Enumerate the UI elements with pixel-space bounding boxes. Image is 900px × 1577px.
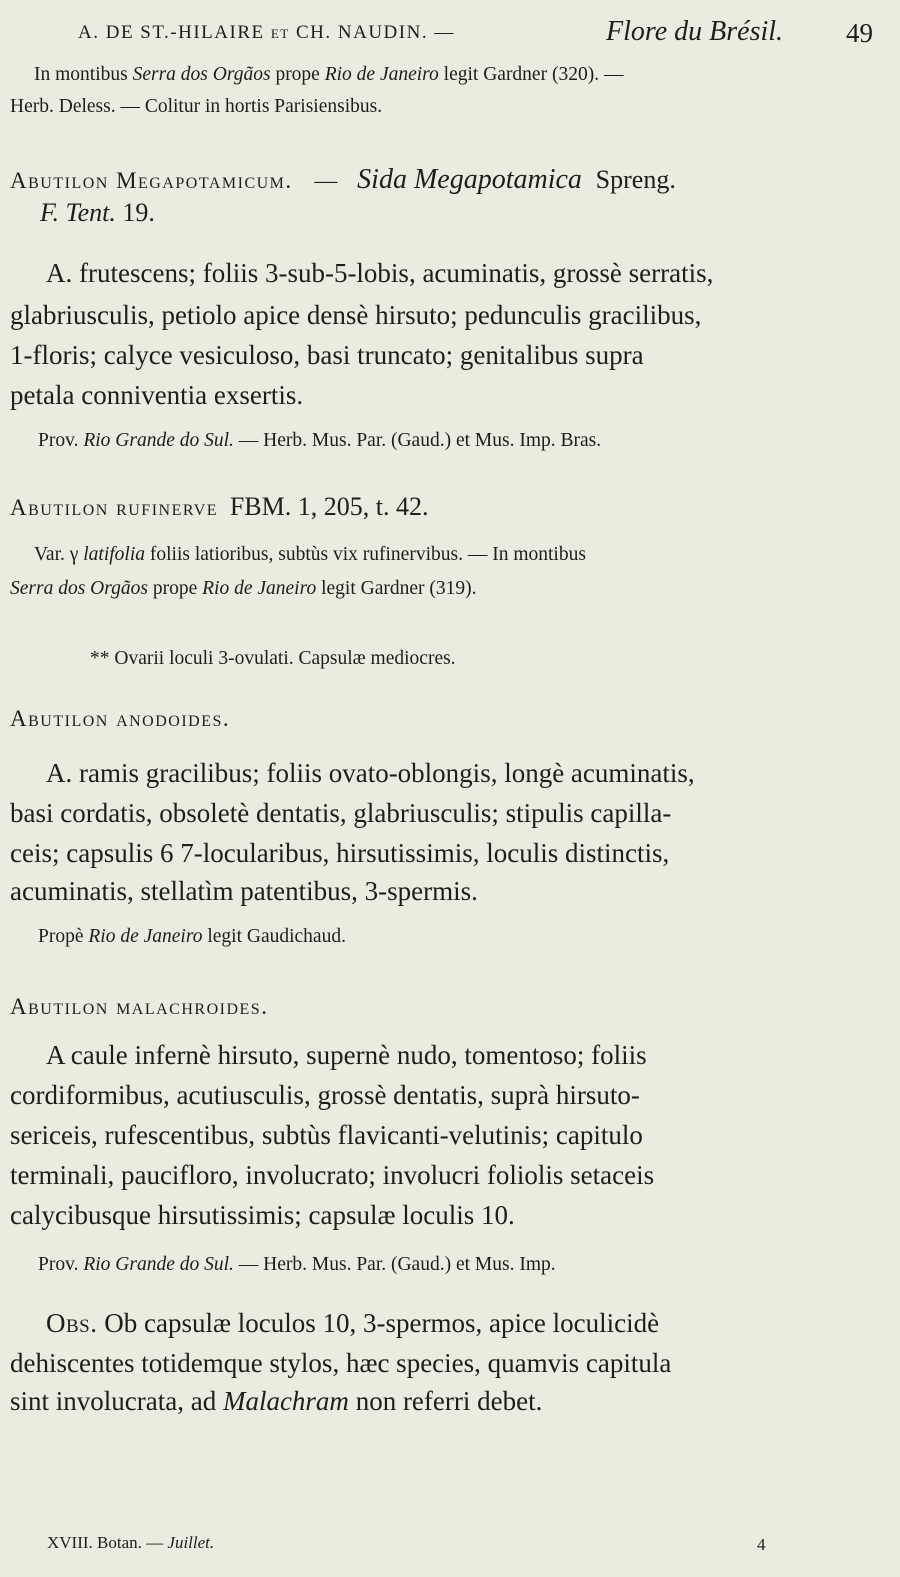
locality: Serra dos Orgãos [132, 64, 271, 85]
species-heading-megapotamicum [10, 164, 890, 196]
running-head: A. DE ST.-HILAIRE et CH. NAUDIN. — [78, 22, 455, 43]
description-line: 1-floris; calyce vesiculoso, basi truncato; genitalibus supra [10, 340, 644, 370]
observation-text: non referri debet. [348, 1386, 543, 1416]
journal-title: Flore du Brésil. [606, 16, 784, 47]
observation-line [46, 1308, 659, 1339]
description-line: petala conniventia exsertis. [10, 380, 304, 410]
locality: Serra dos Orgãos [10, 578, 148, 599]
habitat-text: — Herb. Mus. Par. (Gaud.) et Mus. Imp. Bras. [233, 430, 602, 451]
locality: Rio Grande do Sul. [83, 430, 234, 451]
synonym-author: Spreng. [595, 165, 676, 194]
species-name: Abutilon malachroides. [10, 994, 269, 1019]
species-name: Abutilon Megapotamicum. [10, 168, 293, 193]
intro-text: In montibus [34, 64, 133, 85]
variety-text: legit Gardner (319). [316, 578, 477, 599]
description-line: sericeis, rufescentibus, subtùs flavicanti-velutinis; capitulo [10, 1120, 643, 1150]
variety-line-2 [10, 578, 476, 600]
variety-text: foliis latioribus, subtùs vix rufinervibus. — In montibus [145, 544, 586, 565]
locality: Rio de Janeiro [202, 578, 317, 599]
section-heading: ** Ovarii loculi 3-ovulati. Capsulæ mediocres. [90, 648, 456, 669]
description-line: cordiformibus, acutiusculis, grossè dentatis, suprà hirsuto- [10, 1080, 640, 1110]
observation-line [10, 1386, 542, 1417]
species-heading-anodoides [10, 706, 230, 732]
habitat-text: Propè [38, 926, 89, 947]
species-heading-malachroides [10, 994, 268, 1020]
description-line: glabriusculis, petiolo apice densè hirsuto; pedunculis gracilibus, [10, 300, 702, 330]
habitat-text: Prov. [38, 430, 84, 451]
intro-line-2: Herb. Deless. — Colitur in hortis Parisiensibus. [10, 96, 383, 117]
synonym: Sida Megapotamica [357, 164, 582, 195]
species-heading-rufinerve [10, 492, 428, 522]
habitat-line [38, 1254, 556, 1276]
observation-text: sint involucrata, ad [10, 1386, 223, 1416]
variety-text: prope [147, 578, 203, 599]
description-line: A caule infernè hirsuto, supernè nudo, tomentoso; foliis [46, 1040, 647, 1070]
observation-text: Ob capsulæ loculos 10, 3-spermos, apice loculicidè [97, 1308, 660, 1338]
sheet-number: 4 [757, 1535, 766, 1554]
signature-month: Juillet. [167, 1533, 215, 1552]
habitat-line [38, 926, 346, 948]
intro-text: legit Gardner (320). — [438, 64, 624, 85]
species-reference: FBM. 1, 205, t. 42. [229, 492, 429, 521]
description-line: A. frutescens; foliis 3-sub-5-lobis, acuminatis, grossè serratis, [46, 258, 714, 288]
locality: Rio Grande do Sul. [83, 1254, 234, 1275]
observation-label: Obs. [46, 1308, 98, 1338]
reference-page: 19. [122, 198, 155, 227]
locality: Rio de Janeiro [88, 926, 203, 947]
genus-name: Malachram [222, 1386, 349, 1416]
variety-line-1 [34, 544, 586, 566]
habitat-text: legit Gaudichaud. [202, 926, 346, 947]
locality: Rio de Janeiro [324, 64, 439, 85]
dash: — [314, 168, 338, 193]
description-line: ceis; capsulis 6 7-locularibus, hirsutissimis, loculis distinctis, [10, 838, 670, 868]
description-line: calycibusque hirsutissimis; capsulæ loculis 10. [10, 1200, 515, 1230]
page-header [78, 16, 890, 56]
variety-text: Var. γ [34, 544, 84, 565]
habitat-line [38, 430, 601, 452]
species-reference [40, 198, 155, 228]
habitat-text: Prov. [38, 1254, 84, 1275]
signature-text: XVIII. Botan. — [47, 1533, 168, 1552]
species-name: Abutilon anodoides. [10, 706, 231, 731]
signature-mark [47, 1533, 214, 1553]
page-number: 49 [846, 18, 873, 48]
description-line: A. ramis gracilibus; foliis ovato-oblongis, longè acuminatis, [46, 758, 695, 788]
description-line: terminali, paucifloro, involucrato; involucri foliolis setaceis [10, 1160, 655, 1190]
intro-text: prope [270, 64, 325, 85]
species-name: Abutilon rufinerve [10, 495, 219, 520]
habitat-text: — Herb. Mus. Par. (Gaud.) et Mus. Imp. [233, 1254, 556, 1275]
description-line: basi cordatis, obsoletè dentatis, glabriusculis; stipulis capilla- [10, 798, 672, 828]
variety-name: latifolia [83, 544, 146, 565]
intro-line-1 [34, 64, 623, 86]
observation-line: dehiscentes totidemque stylos, hæc species, quamvis capitula [10, 1348, 672, 1378]
description-line: acuminatis, stellatìm patentibus, 3-spermis. [10, 876, 478, 906]
reference-title: F. Tent. [40, 198, 116, 227]
